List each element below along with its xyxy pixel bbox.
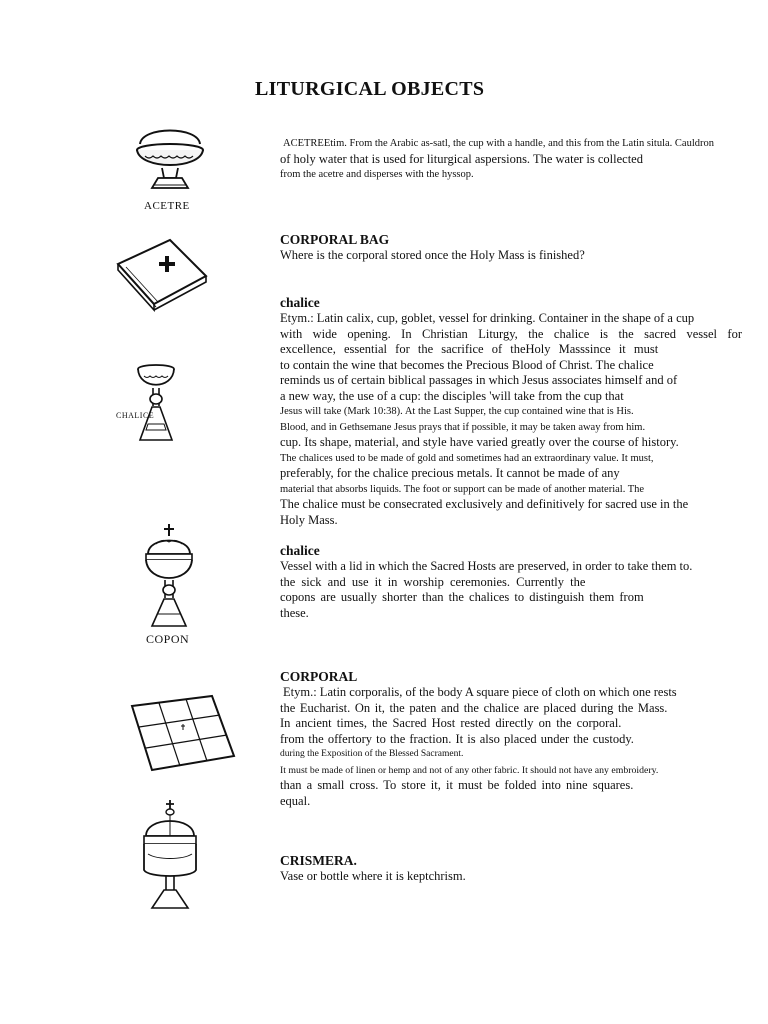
chalice-line: to contain the wine that becomes the Precious Blood of Christ. The chalice [280,357,654,372]
copon-caption: COPON [146,632,190,646]
corporal-bag-icon [112,236,212,312]
chalice-line: preferably, for the chalice precious metals. It cannot be made of any [280,466,620,480]
chalice-line: a new way, the use of a cup: the disciples 'will take from the cup that [280,388,624,403]
chalice-heading: chalice [280,295,320,310]
copon-heading: chalice [280,543,320,558]
chalice-line: Jesus will take (Mark 10:38). At the Last Supper, the cup contained wine that is His. [280,406,634,417]
chalice-line: cup. Its shape, material, and style have varied greatly over the course of history. [280,435,679,449]
crismera-heading: CRISMERA. [280,853,357,868]
chalice-line: with wide opening. In Christian Liturgy, the chalice is the sacred vessel for [280,326,742,341]
copon-line: the sick and use it in worship ceremonies. Currently the [280,574,586,589]
chalice-line: The chalice must be consecrated exclusively and definitively for sacred use in the [280,497,689,511]
copon-line: Vessel with a lid in which the Sacred Hosts are preserved, in order to take them to. [280,559,693,573]
corporal-line: equal. [280,793,311,808]
corporal-line: It must be made of linen or hemp and not of any other fabric. It should not have any embroidery. [280,764,659,776]
corporal-bag-heading: CORPORAL BAG [280,232,390,247]
acetre-bucket-icon [120,122,220,204]
chalice-line: Etym.: Latin calix, cup, goblet, vessel for drinking. Container in the shape of a cup [280,311,695,325]
chalice-icon [132,362,180,448]
copon-line: copons are usually shorter than the chalices to distinguish them from [280,590,644,604]
acetre-illustration [120,122,220,204]
section-corporal-bag [280,232,742,264]
copon-line: these. [280,605,309,620]
corporal-illustration [128,690,240,776]
corporal-cloth-icon [128,690,240,776]
chalice-illustration [132,362,180,448]
corporal-bag-line: Where is the corporal stored once the Holy Mass is finished? [280,248,585,262]
acetre-line: ACETREEtim. From the Arabic as-satl, the cup with a handle, and this from the Latin situla. Cauldron [283,138,714,149]
chalice-line: Holy Mass. [280,512,338,527]
page-title: LITURGICAL OBJECTS [255,78,485,100]
chalice-line: reminds us of certain biblical passages in which Jesus associates himself and of [280,373,678,387]
crismera-icon [134,798,206,912]
acetre-caption: ACETRE [144,200,190,212]
corporal-bag-illustration [112,236,212,312]
corporal-line: the Eucharist. On it, the paten and the chalice are placed during the Mass. [280,700,668,715]
corporal-line: during the Exposition of the Blessed Sacrament. [280,749,464,759]
chalice-line: material that absorbs liquids. The foot or support can be made of another material. The [280,483,645,495]
section-copon [280,543,742,621]
acetre-line: of holy water that is used for liturgical aspersions. The water is collected [280,151,643,166]
copon-illustration [140,522,198,630]
crismera-line: Vase or bottle where it is keptchrism. [280,869,466,883]
copon-icon [140,522,198,630]
section-chalice [280,295,742,528]
crismera-illustration [134,798,206,912]
corporal-line: than a small cross. To store it, it must be folded into nine squares. [280,778,634,792]
corporal-line: from the offertory to the fraction. It is also placed under the custody. [280,731,634,746]
corporal-line: Etym.: Latin corporalis, of the body A square piece of cloth on which one rests [283,685,677,699]
corporal-line: In ancient times, the Sacred Host rested directly on the corporal. [280,716,622,730]
chalice-caption: CHALICE [116,411,155,420]
section-acetre [280,136,742,183]
section-corporal [280,669,742,809]
chalice-line: excellence, essential for the sacrifice of theHoly Masssince it must [280,342,659,356]
corporal-heading: CORPORAL [280,669,358,684]
acetre-line: from the acetre and disperses with the hyssop. [280,169,474,180]
section-crismera [280,853,742,885]
chalice-line: The chalices used to be made of gold and sometimes had an extraordinary value. It must, [280,452,654,464]
chalice-line: Blood, and in Gethsemane Jesus prays that if possible, it may be taken away from him. [280,421,646,433]
